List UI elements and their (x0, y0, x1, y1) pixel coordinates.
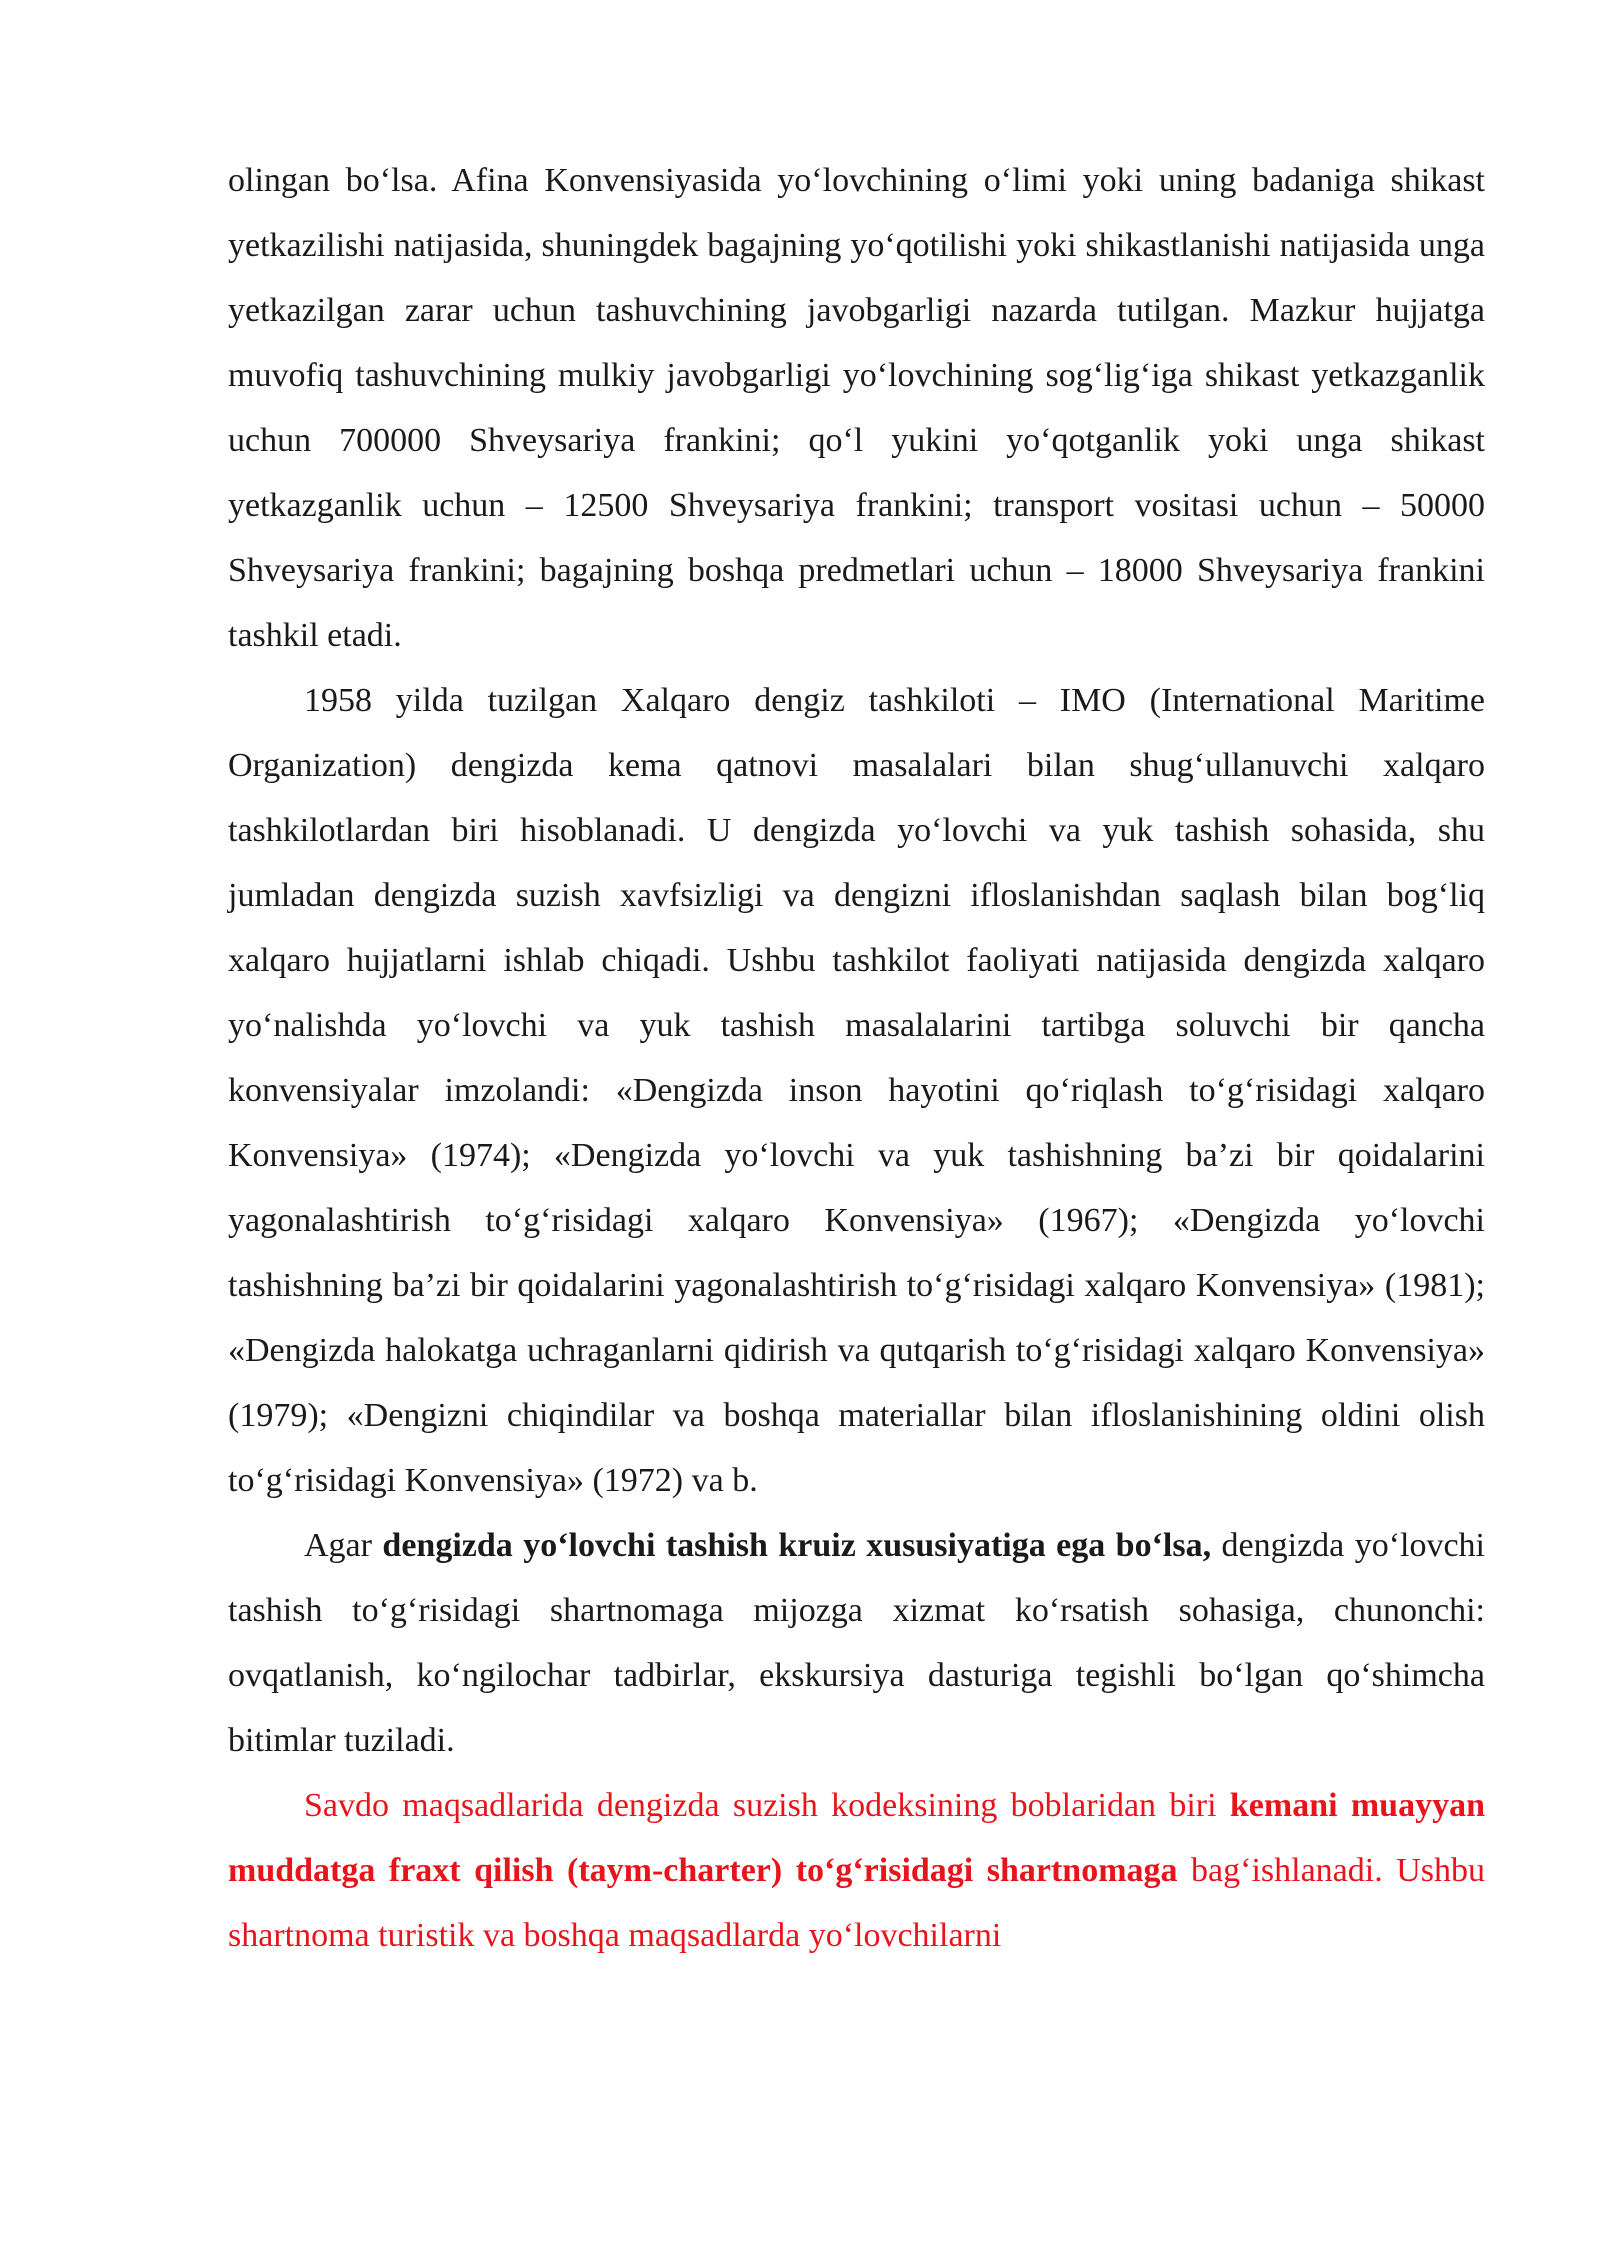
paragraph-text: bag‘ishlanadi. Ushbu shartnoma turistik va boshqa maqsadlarda yo‘lovchilarni (228, 1852, 1486, 1954)
paragraph-text: Savdo maqsadlarida dengizda suzish kodeksining boblaridan biri (304, 1787, 1230, 1824)
document-page (228, 148, 1485, 1968)
paragraph-text: dengizda yo‘lovchi tashish to‘g‘risidagi shartnomaga mijozga xizmat ko‘rsatish sohasiga, chunonchi: ovqatlanish, ko‘ngilochar tadbirlar, ekskursiya dasturiga tegishli bo‘lgan qo‘shimcha bitimlar tuziladi. (228, 1527, 1485, 1759)
paragraph-cruise (228, 1513, 1485, 1773)
paragraph-text: olingan bo‘lsa. Afina Konvensiyasida yo‘lovchining o‘limi yoki uning badaniga shikast yetkazilishi natijasida, shuningdek bagajning yo‘qotilishi yoki shikastlanishi natijasida unga yetkazilgan zarar uchun tashuvchining javobgarligi nazarda tutilgan. Mazkur hujjatga muvofiq tashuvchining mulkiy javobgarligi yo‘lovchining sog‘lig‘iga shikast yetkazganlik uchun 700000 Shveysariya frankini; qo‘l yukini yo‘qotganlik yoki unga shikast yetkazganlik uchun – 12500 Shveysariya frankini; transport vositasi uchun – 50000 Shveysariya frankini; bagajning boshqa predmetlari uchun – 18000 Shveysariya frankini tashkil etadi. (228, 162, 1485, 654)
paragraph-text: 1958 yilda tuzilgan Xalqaro dengiz tashkiloti – IMO (International Maritime Organization) dengizda kema qatnovi masalalari bilan shug‘ullanuvchi xalqaro tashkilotlardan biri hisoblanadi. U dengizda yo‘lovchi va yuk tashish sohasida, shu jumladan dengizda suzish xavfsizligi va dengizni ifloslanishdan saqlash bilan bog‘liq xalqaro hujjatlarni ishlab chiqadi. Ushbu tashkilot faoliyati natijasida dengizda xalqaro yo‘nalishda yo‘lovchi va yuk tashish masalalarini tartibga soluvchi bir qancha konvensiyalar imzolandi: «Dengizda inson hayotini qo‘riqlash to‘g‘risidagi xalqaro Konvensiya» (1974); «Dengizda yo‘lovchi va yuk tashishning ba’zi bir qoidalarini yagonalashtirish to‘g‘risidagi xalqaro Konvensiya» (1967); «Dengizda yo‘lovchi tashishning ba’zi bir qoidalarini yagonalashtirish to‘g‘risidagi xalqaro Konvensiya» (1981); «Dengizda halokatga uchraganlarni qidirish va qutqarish to‘g‘risidagi xalqaro Konvensiya» (1979); «Dengizni chiqindilar va boshqa materiallar bilan ifloslanishining oldini olish to‘g‘risidagi Konvensiya» (1972) va b. (228, 682, 1485, 1499)
paragraph-time-charter (228, 1773, 1485, 1968)
paragraph-imo (228, 668, 1485, 1513)
bold-phrase: dengizda yo‘lovchi tashish kruiz xususiyatiga ega bo‘lsa, (382, 1527, 1212, 1564)
paragraph-text: Agar (304, 1527, 383, 1564)
bold-phrase: kemani muayyan muddatga fraxt qilish (taym-charter) to‘g‘risidagi shartnomaga (228, 1787, 1485, 1889)
paragraph-afina-convention (228, 148, 1485, 668)
